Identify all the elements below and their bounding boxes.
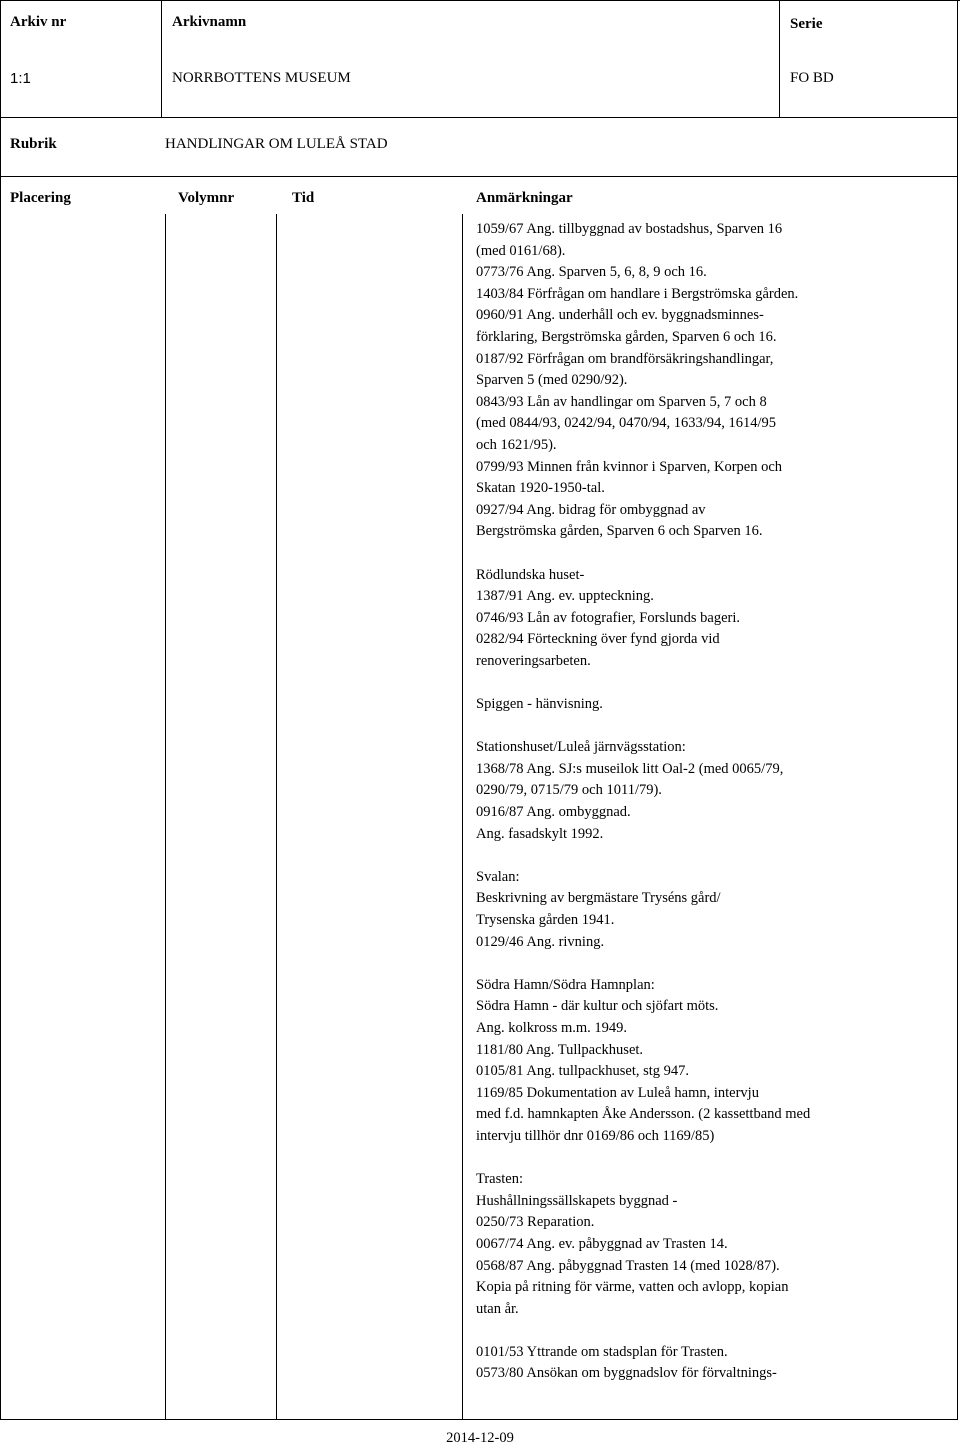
note-line: 1169/85 Dokumentation av Luleå hamn, intervju: [476, 1084, 759, 1101]
divider-tid: [462, 214, 463, 1420]
note-line: 0282/94 Förteckning över fynd gjorda vid: [476, 631, 720, 648]
anmarkningar-list: [476, 219, 916, 1385]
note-line: 0773/76 Ang. Sparven 5, 6, 8, 9 och 16.: [476, 264, 707, 281]
note-line: [476, 716, 916, 738]
border-bottom: [0, 1419, 958, 1420]
divider-arkivnr: [161, 0, 162, 117]
note-line: Rödlundska huset-: [476, 566, 585, 583]
divider-placering: [165, 214, 166, 1420]
note-line: [476, 845, 916, 867]
note-line: Spiggen - hänvisning.: [476, 696, 603, 713]
border-right: [957, 0, 958, 1420]
note-line: 0290/79, 0715/79 och 1011/79).: [476, 782, 662, 799]
rubrik-label: Rubrik: [10, 136, 57, 152]
note-line: [476, 953, 916, 975]
note-line: 0101/53 Yttrande om stadsplan för Trasten.: [476, 1343, 728, 1360]
note-line: 1368/78 Ang. SJ:s museilok litt Oal-2 (med 0065/79,: [476, 760, 784, 777]
column-placering: Placering: [10, 190, 71, 206]
note-line: 0568/87 Ang. påbyggnad Trasten 14 (med 1028/87).: [476, 1257, 780, 1274]
divider-serie: [779, 0, 780, 117]
footer-date: 2014-12-09: [446, 1430, 514, 1446]
note-line: 0573/80 Ansökan om byggnadslov för förvaltnings-: [476, 1365, 777, 1382]
note-line: intervju tillhör dnr 0169/86 och 1169/85): [476, 1127, 715, 1144]
divider-header-rubrik: [0, 117, 958, 118]
serie-label: Serie: [790, 16, 823, 32]
note-line: och 1621/95).: [476, 436, 557, 453]
note-line: 0927/94 Ang. bidrag för ombyggnad av: [476, 501, 706, 518]
note-line: Södra Hamn/Södra Hamnplan:: [476, 976, 655, 993]
note-line: 0843/93 Lån av handlingar om Sparven 5, 7 och 8: [476, 393, 767, 410]
note-line: 0916/87 Ang. ombyggnad.: [476, 804, 631, 821]
note-line: Beskrivning av bergmästare Tryséns gård/: [476, 890, 721, 907]
rubrik-value: HANDLINGAR OM LULEÅ STAD: [165, 136, 388, 152]
note-line: 0250/73 Reparation.: [476, 1214, 595, 1231]
note-line: 0129/46 Ang. rivning.: [476, 933, 605, 950]
divider-volymnr: [276, 214, 277, 1420]
note-line: Trysenska gården 1941.: [476, 912, 615, 928]
column-anmarkningar: Anmärkningar: [476, 190, 573, 206]
note-line: 1181/80 Ang. Tullpackhuset.: [476, 1041, 644, 1058]
note-line: utan år.: [476, 1300, 519, 1317]
note-line: [476, 1148, 916, 1170]
note-line: renoveringsarbeten.: [476, 652, 591, 669]
note-line: 0187/92 Förfrågan om brandförsäkringshandlingar,: [476, 350, 774, 367]
divider-rubrik-columns: [0, 176, 958, 177]
note-line: 1059/67 Ang. tillbyggnad av bostadshus, Sparven 16: [476, 221, 783, 237]
note-line: Trasten:: [476, 1171, 523, 1188]
arkivnr-label: Arkiv nr: [10, 14, 67, 30]
note-line: (med 0844/93, 0242/94, 0470/94, 1633/94, 1614/95: [476, 415, 777, 432]
border-top: [0, 0, 960, 1]
arkivnr-value: 1:1: [10, 70, 31, 87]
border-left: [0, 0, 1, 1420]
arkivnamn-label: Arkivnamn: [172, 14, 247, 30]
note-line: Sparven 5 (med 0290/92).: [476, 372, 628, 389]
note-line: 0799/93 Minnen från kvinnor i Sparven, Korpen och: [476, 458, 783, 475]
note-line: Kopia på ritning för värme, vatten och avlopp, kopian: [476, 1279, 789, 1296]
note-line: 0960/91 Ang. underhåll och ev. byggnadsminnes-: [476, 307, 764, 324]
serie-value: FO BD: [790, 70, 834, 86]
note-line: med f.d. hamnkapten Åke Andersson. (2 kassettband med: [476, 1106, 811, 1123]
note-line: Stationshuset/Luleå järnvägsstation:: [476, 739, 686, 756]
note-line: Södra Hamn - där kultur och sjöfart möts.: [476, 998, 719, 1015]
note-line: [476, 543, 916, 565]
note-line: 0746/93 Lån av fotografier, Forslunds bageri.: [476, 609, 740, 626]
note-line: Skatan 1920-1950-tal.: [476, 480, 605, 497]
note-line: förklaring, Bergströmska gården, Sparven 6 och 16.: [476, 328, 777, 345]
note-line: 0067/74 Ang. ev. påbyggnad av Trasten 14.: [476, 1235, 728, 1252]
note-line: Svalan:: [476, 868, 520, 885]
note-line: Ang. kolkross m.m. 1949.: [476, 1019, 628, 1036]
note-line: [476, 1320, 916, 1342]
note-line: [476, 672, 916, 694]
note-line: Ang. fasadskylt 1992.: [476, 825, 604, 842]
note-line: 0105/81 Ang. tullpackhuset, stg 947.: [476, 1063, 690, 1080]
arkivnamn-value: NORRBOTTENS MUSEUM: [172, 70, 351, 86]
column-tid: Tid: [292, 190, 315, 206]
note-line: 1403/84 Förfrågan om handlare i Bergströmska gården.: [476, 285, 799, 302]
note-line: 1387/91 Ang. ev. uppteckning.: [476, 588, 654, 605]
note-line: Bergströmska gården, Sparven 6 och Sparven 16.: [476, 523, 763, 540]
column-volymnr: Volymnr: [178, 190, 235, 206]
note-line: Hushållningssällskapets byggnad -: [476, 1192, 678, 1209]
note-line: (med 0161/68).: [476, 242, 566, 259]
